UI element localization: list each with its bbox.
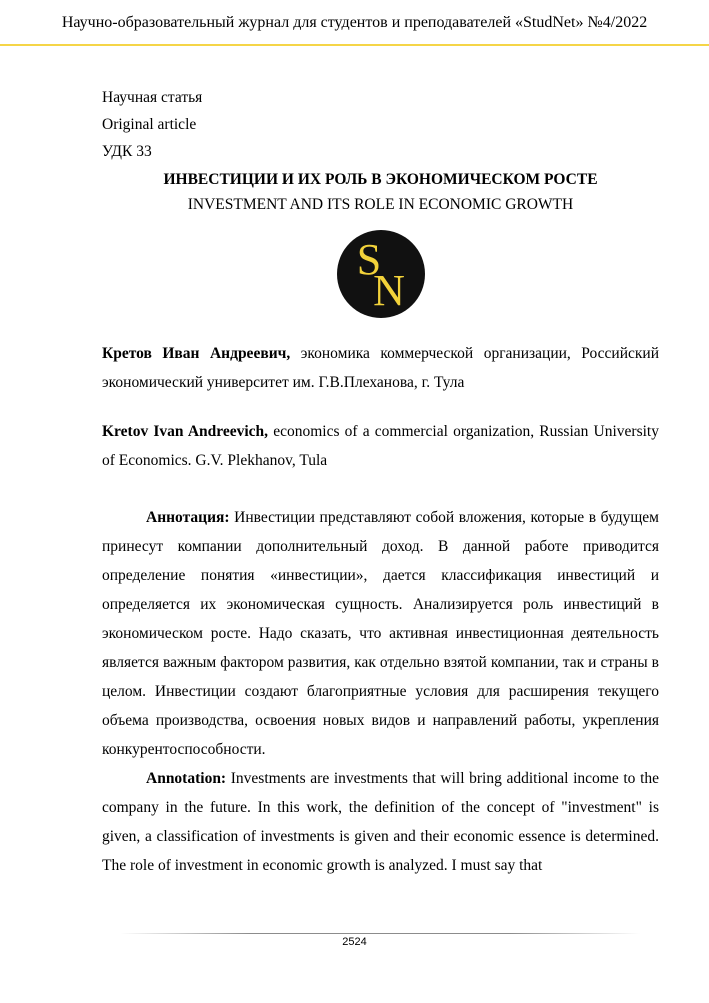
abstract-ru <box>102 503 659 764</box>
author-ru <box>102 339 659 397</box>
logo-letter-s: S <box>356 235 381 284</box>
journal-header-text: Научно-образовательный журнал для студентов и преподавателей «StudNet» №4/2022 <box>61 14 648 31</box>
article-title-en: INVESTMENT AND ITS ROLE IN ECONOMIC GROWTH <box>187 196 574 213</box>
studnet-logo <box>336 229 426 319</box>
author-en-affiliation: economics of a commercial organization, Russian University of Economics. G.V. Plekhanov, Tula <box>102 423 659 469</box>
footer-divider <box>120 933 640 934</box>
article-title-ru: ИНВЕСТИЦИИ И ИХ РОЛЬ В ЭКОНОМИЧЕСКОМ РОСТЕ <box>163 171 598 188</box>
udc-code: УДК 33 <box>102 143 152 160</box>
abstract-en-label: Annotation: <box>146 770 227 787</box>
logo-letter-n: N <box>372 266 405 315</box>
article-type-en: Original article <box>102 116 197 133</box>
page-number: 2524 <box>342 936 367 948</box>
abstract-ru-label: Аннотация: <box>146 509 230 526</box>
author-en <box>102 417 659 475</box>
abstract-en-text: Investments are investments that will bring additional income to the company in the future. In this work, the definition of the concept of "investment" is given, a classification of investments is given and their economic essence is determined. The role of investment in economic growth is analyzed. I must say that <box>102 770 659 874</box>
article-body <box>102 84 659 880</box>
author-en-name: Kretov Ivan Andreevich, <box>102 423 269 440</box>
abstract-ru-text: Инвестиции представляют собой вложения, которые в будущем принесут компании дополнительный доход. В данной работе приводится определение понятия «инвестиции», дается классификация инвестиций и определяется их экономическая сущность. Анализируется роль инвестиций в экономическом росте. Надо сказать, что активная инвестиционная деятельность является важным фактором развития, как отдельно взятой компании, так и страны в целом. Инвестиции создают благоприятные условия для расширения текущего объема производства, освоения новых видов и направлений работы, укрепления конкурентоспособности. <box>102 509 659 758</box>
journal-header <box>0 0 709 46</box>
author-ru-affiliation: экономика коммерческой организации, Российский экономический университет им. Г.В.Плеханова, г. Тула <box>102 345 659 391</box>
author-ru-name: Кретов Иван Андреевич, <box>102 345 291 362</box>
article-type-ru: Научная статья <box>102 89 203 106</box>
abstract-en <box>102 764 659 880</box>
